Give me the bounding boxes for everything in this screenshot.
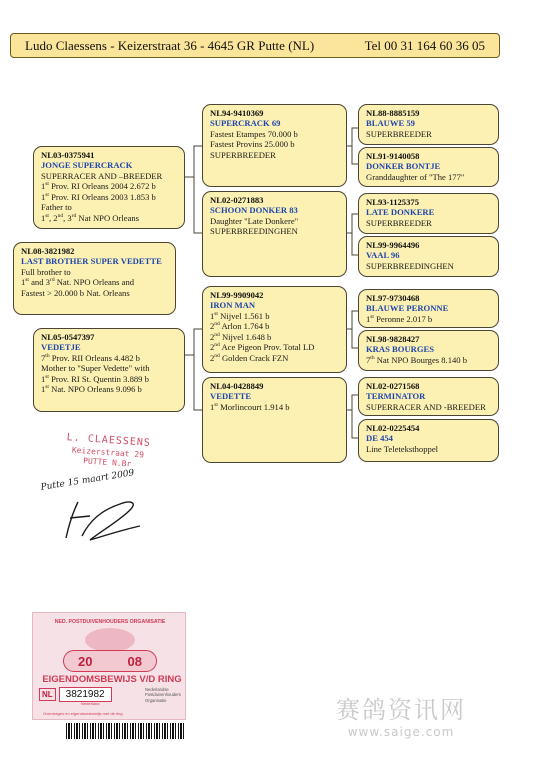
- stamp-city: PUTTE N.Br: [82, 455, 132, 469]
- card-title: EIGENDOMSBEWIJS V/D RING: [42, 674, 182, 685]
- breeder-stamp: [57, 432, 159, 471]
- pigeon-name: SUPERCRACK 69: [210, 118, 281, 129]
- ring-number: NL94-9410369: [210, 108, 264, 118]
- card-side-text: Nederlandse Postduivenhouders Organisatie: [145, 687, 181, 703]
- year-part: 20: [78, 653, 93, 669]
- ring-number: NL02-0271568: [366, 381, 420, 391]
- info-line: 1st Peronne 2.017 b: [366, 313, 433, 324]
- info-line: SUPERBREEDINGHEN: [366, 260, 454, 271]
- info-line: Line Teleteksthoppel: [366, 443, 439, 454]
- info-line: 2nd Ace Pigeon Prov. Total LD: [210, 342, 315, 353]
- info-line: 1st Nijvel 1.561 b: [210, 310, 270, 321]
- watermark-url: www.saige.com: [347, 725, 455, 739]
- pigeon-box-dsd: [358, 330, 499, 371]
- pigeon-box-sire-sire: [202, 104, 347, 187]
- card-organisation: NED. POSTDUIVENHOUDERS ORGANISATIE: [54, 619, 166, 625]
- info-line: SUPERBREEDINGHEN: [210, 226, 298, 237]
- breeder-phone: Tel 00 31 164 60 36 05: [364, 37, 485, 53]
- year-part: 08: [127, 653, 142, 669]
- info-line: Granddaughter of "The 177": [366, 171, 465, 182]
- pigeon-box-ssd: [358, 147, 499, 187]
- ring-number: NL03-0375941: [41, 150, 95, 160]
- info-line: 1st Prov. RI Orleans 2004 2.672 b: [41, 181, 156, 192]
- pigeon-name: LAST BROTHER SUPER VEDETTE: [21, 256, 162, 267]
- pigeon-name: VEDETJE: [41, 342, 81, 353]
- card-ring-number: 3821982: [59, 687, 112, 702]
- ring-number: NL08-3821982: [21, 246, 75, 256]
- info-line: 7th Prov. RII Orleans 4.482 b: [41, 352, 140, 363]
- pigeon-box-subject: [13, 242, 176, 315]
- pigeon-box-sire-dam: [202, 191, 347, 277]
- card-footer: Overdragen en eigendomsbewijs met de ring: [43, 711, 123, 716]
- ring-number: NL05-0547397: [41, 332, 95, 342]
- info-line: 2nd Arlon 1.764 b: [210, 321, 270, 332]
- info-line: 1st, 2nd, 3rd Nat NPO Orleans: [41, 212, 140, 223]
- pigeon-name: KRAS BOURGES: [366, 344, 435, 355]
- pigeon-name: VAAL 96: [366, 250, 400, 261]
- info-line: SUPERRACER AND –BREEDER: [41, 170, 163, 181]
- info-line: Fastest Etampes 70.000 b: [210, 128, 298, 139]
- barcode: [66, 723, 184, 739]
- info-line: 1st Prov. RI Orleans 2003 1.853 b: [41, 191, 156, 202]
- pigeon-name: DE 454: [366, 433, 393, 444]
- pigeon-box-sdd: [358, 236, 499, 277]
- stamp-street: Keizerstraat 29: [71, 444, 145, 460]
- info-line: Father to: [41, 202, 72, 213]
- card-year: [63, 650, 157, 672]
- info-line: 2nd Nijvel 1.648 b: [210, 331, 272, 342]
- ring-number: NL91-9140058: [366, 151, 420, 161]
- pigeon-name: DONKER BONTJE: [366, 161, 441, 172]
- info-line: 1st Morlincourt 1.914 b: [210, 401, 290, 412]
- pigeon-box-dss: [358, 289, 499, 328]
- info-line: Fastest > 20.000 b Nat. Orleans: [21, 287, 130, 298]
- pigeon-box-sds: [358, 193, 499, 234]
- info-line: SUPERBREEDER: [366, 217, 432, 228]
- site-watermark: [326, 690, 476, 739]
- crest-icon: [85, 628, 135, 652]
- ring-number: NL98-9828427: [366, 334, 420, 344]
- ring-number: NL02-0225454: [366, 423, 420, 433]
- info-line: Fastest Provins 25.000 b: [210, 139, 295, 150]
- info-line: SUPERBREEDER: [366, 128, 432, 139]
- pigeon-name: BLAUWE PERONNE: [366, 303, 449, 314]
- pigeon-name: IRON MAN: [210, 300, 256, 311]
- breeder-address: Ludo Claessens - Keizerstraat 36 - 4645 GR Putte (NL): [25, 37, 315, 53]
- ownership-card: [32, 612, 186, 720]
- card-prefix: NL: [39, 688, 56, 701]
- pigeon-name: SCHOON DONKER 83: [210, 205, 298, 216]
- pigeon-box-dam-dam: [202, 377, 347, 463]
- watermark-text: 赛鸽资讯网: [336, 696, 466, 724]
- ring-number: NL93-1125375: [366, 197, 419, 207]
- card-sub: Nederland: [81, 701, 100, 706]
- info-line: Daughter "Late Donkere": [210, 215, 299, 226]
- pigeon-box-dam-sire: [202, 286, 347, 373]
- pigeon-name: VEDETTE: [210, 391, 252, 402]
- pigeon-name: JONGE SUPERCRACK: [41, 160, 133, 171]
- pigeon-name: TERMINATOR: [366, 391, 426, 402]
- ring-number: NL99-9909042: [210, 290, 264, 300]
- handwritten-date: Putte 15 maart 2009: [40, 468, 136, 493]
- info-line: 1st Nat. NPO Orleans 9.096 b: [41, 384, 142, 395]
- pigeon-name: LATE DONKERE: [366, 207, 435, 218]
- ring-number: NL97-9730468: [366, 293, 420, 303]
- pigeon-box-sss: [358, 104, 499, 145]
- info-line: Mother to "Super Vedette" with: [41, 363, 150, 374]
- breeder-header: [10, 33, 500, 58]
- ring-number: NL04-0428849: [210, 381, 264, 391]
- card-ring-row: [39, 687, 112, 702]
- pigeon-box-dam: [33, 328, 185, 412]
- info-line: 1st Prov. RI St. Quentin 3.889 b: [41, 373, 149, 384]
- ring-number: NL99-9964496: [366, 240, 420, 250]
- info-line: SUPERRACER AND -BREEDER: [366, 401, 486, 412]
- info-line: SUPERBREEDER: [210, 149, 276, 160]
- info-line: 2nd Golden Crack FZN: [210, 352, 289, 363]
- pigeon-box-sire: [33, 146, 185, 229]
- info-line: Full brother to: [21, 266, 71, 277]
- info-line: 1st and 3rd Nat. NPO Orleans and: [21, 277, 135, 288]
- stamp-name: L. CLAESSENS: [66, 432, 152, 449]
- pigeon-box-ddd: [358, 419, 499, 462]
- ring-number: NL88-8885159: [366, 108, 420, 118]
- info-line: 7th Nat NPO Bourges 8.140 b: [366, 354, 468, 365]
- pigeon-name: BLAUWE 59: [366, 118, 415, 129]
- ring-number: NL02-0271883: [210, 195, 264, 205]
- signature: [60, 490, 145, 550]
- pigeon-box-dds: [358, 377, 499, 416]
